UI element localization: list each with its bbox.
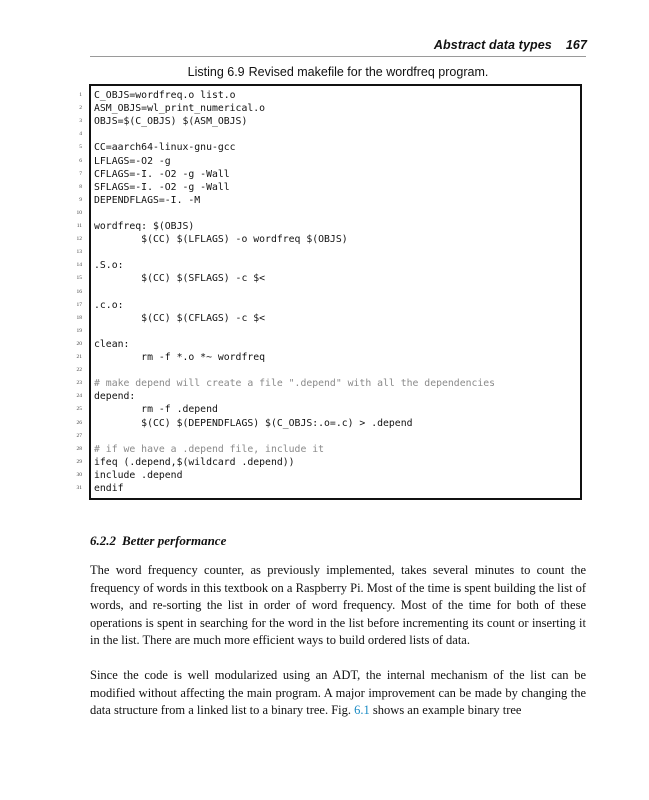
- line-number: 20: [76, 340, 82, 347]
- line-number: 3: [79, 118, 82, 125]
- line-number: 13: [76, 249, 82, 256]
- line-number: 15: [76, 275, 82, 282]
- code-line: $(CC) $(CFLAGS) -c $<: [94, 312, 266, 324]
- paragraph-2-text-end: shows an example binary tree: [369, 703, 522, 718]
- line-number: 26: [76, 419, 82, 426]
- line-number: 2: [79, 105, 82, 112]
- code-line: clean:: [94, 338, 130, 350]
- page-number: 167: [565, 38, 587, 52]
- line-number: 4: [79, 131, 82, 138]
- line-number: 11: [76, 223, 82, 229]
- line-number: 24: [76, 393, 82, 400]
- code-line: LFLAGS=-O2 -g: [94, 155, 171, 167]
- line-number: 21: [76, 354, 82, 360]
- code-line: .S.o:: [94, 260, 124, 272]
- code-line: CFLAGS=-I. -O2 -g -Wall: [94, 168, 230, 180]
- line-number: 27: [76, 432, 82, 439]
- section-heading: [90, 533, 226, 549]
- code-line: .c.o:: [94, 299, 124, 311]
- line-number: 25: [76, 406, 82, 413]
- paragraph-2: [90, 667, 586, 720]
- line-number: 17: [76, 301, 82, 308]
- code-line: $(CC) $(DEPENDFLAGS) $(C_OBJS:.o=.c) > .depend: [94, 417, 413, 429]
- code-line: SFLAGS=-I. -O2 -g -Wall: [94, 181, 230, 193]
- code-line: OBJS=$(C_OBJS) $(ASM_OBJS): [94, 116, 248, 128]
- listing-caption: [90, 65, 586, 79]
- section-title: Better performance: [122, 533, 227, 548]
- line-number: 30: [76, 471, 82, 478]
- code-line: endif: [94, 483, 124, 494]
- code-line: ifeq (.depend,$(wildcard .depend)): [94, 456, 295, 468]
- line-number: 10: [76, 209, 82, 216]
- line-number: 31: [76, 485, 82, 491]
- line-number: 9: [79, 196, 82, 203]
- line-number: 12: [76, 236, 82, 243]
- paragraph-1: The word frequency counter, as previously implemented, takes several minutes to count the frequency of words in this textbook on a Raspberry Pi. Most of the time is spent building the list of words, and re-sorting the list in order of word frequency. Most of the time for both of these operations is spent in searching for the word in the list before incrementing its count or inserting it in the list. There are much more efficient ways to build ordered lists of data.: [90, 563, 586, 648]
- code-line: rm -f .depend: [94, 404, 218, 416]
- line-number: 5: [79, 144, 82, 151]
- running-header: [434, 38, 587, 52]
- line-number: 23: [76, 380, 82, 387]
- code-line: wordfreq: $(OBJS): [94, 221, 195, 232]
- line-number: 6: [79, 157, 82, 164]
- section-number: 6.2.2: [90, 533, 116, 548]
- code-line: rm -f *.o *~ wordfreq: [94, 352, 266, 363]
- code-comment-line: # if we have a .depend file, include it: [94, 443, 325, 455]
- line-number: 18: [76, 314, 82, 321]
- code-line: include .depend: [94, 469, 183, 481]
- code-line: DEPENDFLAGS=-I. -M: [94, 194, 201, 206]
- line-number: 14: [76, 262, 82, 269]
- line-number: 1: [79, 92, 82, 98]
- code-comment-line: # make depend will create a file ".depend" with all the dependencies: [94, 378, 496, 390]
- running-title: Abstract data types: [433, 38, 552, 52]
- line-number: 22: [76, 367, 82, 374]
- paragraph-2-text-start: Since the code is well modularized using an ADT, the internal mechanism of the list can be modified without affecting the main program. A major improvement can be made by changing the data structure from a linked list to a binary tree. Fig.: [90, 668, 586, 718]
- line-number: 16: [76, 288, 82, 295]
- line-number: 19: [76, 327, 82, 334]
- listing-label: Listing 6.9: [187, 65, 245, 79]
- code-line: depend:: [94, 391, 136, 403]
- listing-title: Revised makefile for the wordfreq program.: [248, 65, 489, 79]
- code-line: C_OBJS=wordfreq.o list.o: [94, 90, 236, 101]
- line-number: 7: [79, 170, 82, 177]
- line-number: 8: [79, 183, 82, 190]
- code-line: ASM_OBJS=wl_print_numerical.o: [94, 103, 266, 115]
- code-line: $(CC) $(LFLAGS) -o wordfreq $(OBJS): [94, 234, 348, 246]
- header-rule: [90, 56, 586, 57]
- figure-reference-link[interactable]: 6.1: [354, 703, 370, 718]
- line-number: 29: [76, 458, 82, 465]
- code-line: CC=aarch64-linux-gnu-gcc: [94, 142, 236, 154]
- code-line: $(CC) $(SFLAGS) -c $<: [94, 273, 266, 285]
- line-number: 28: [76, 445, 82, 452]
